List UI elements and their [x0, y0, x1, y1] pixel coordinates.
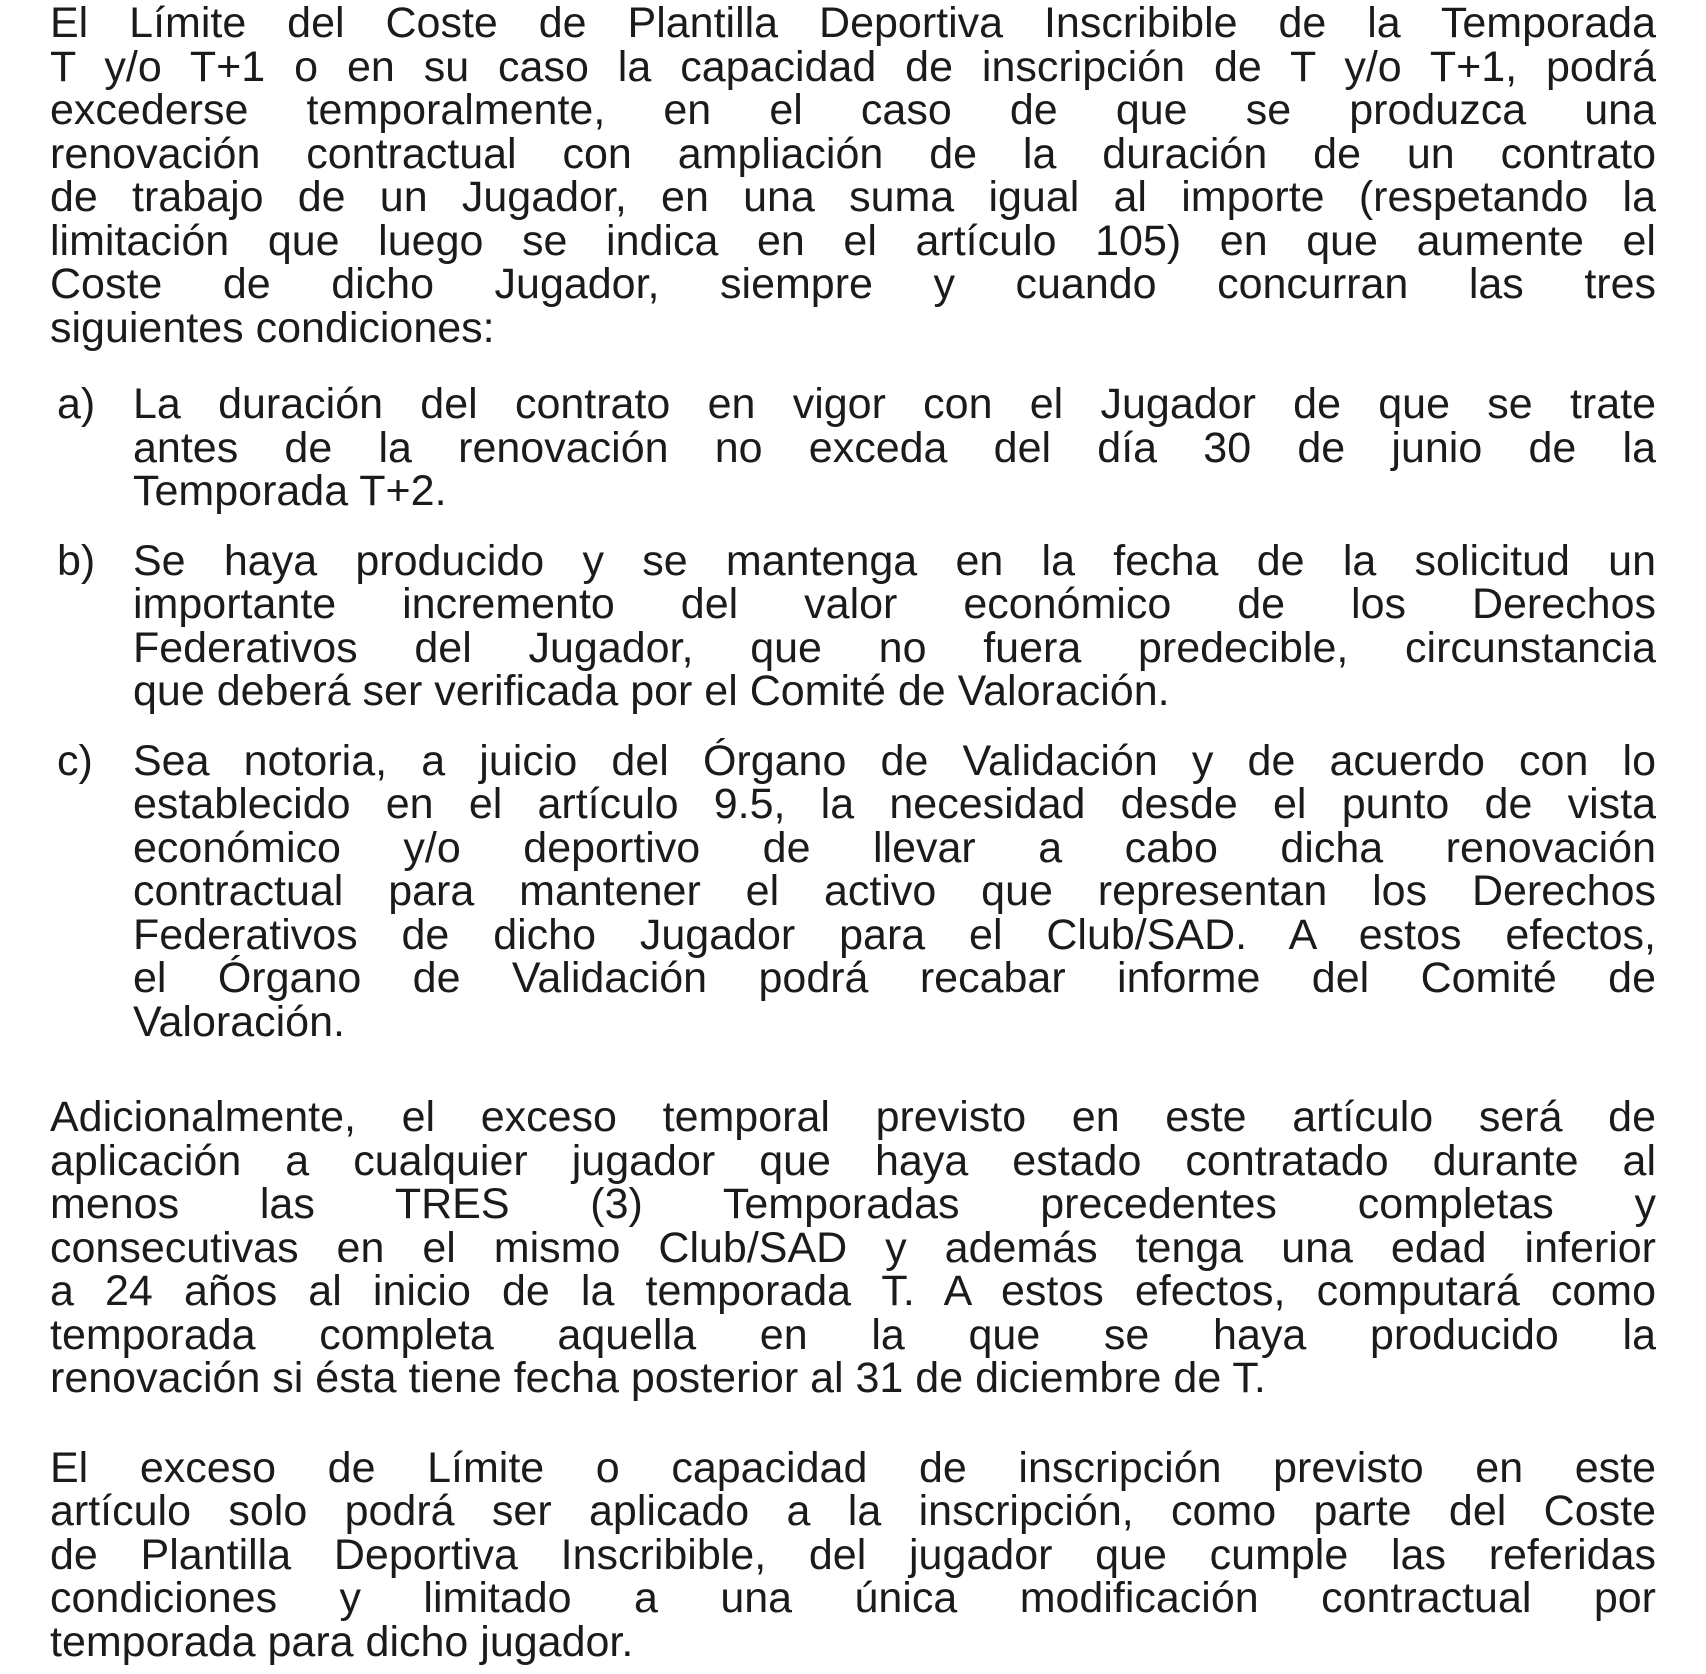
- text-line: de trabajo de un Jugador, en una suma igual al importe (respetando la: [50, 173, 1656, 221]
- text-line: aplicación a cualquier jugador que haya estado contratado durante al: [50, 1136, 1656, 1185]
- text-line: T y/o T+1 o en su caso la capacidad de inscripción de T y/o T+1, podrá: [50, 42, 1656, 91]
- list-marker: b): [57, 536, 96, 585]
- text-line: importante incremento del valor económico de los Derechos: [133, 580, 1656, 628]
- condition-item-b: [50, 536, 1656, 715]
- text-line: menos las TRES (3) Temporadas precedentes completas y: [50, 1180, 1656, 1228]
- text-line: renovación contractual con ampliación de la duración de un contrato: [50, 129, 1656, 178]
- text-line: Sea notoria, a juicio del Órgano de Validación y de acuerdo con lo: [133, 736, 1656, 785]
- text-line: renovación si ésta tiene fecha posterior al 31 de diciembre de T.: [50, 1354, 1266, 1402]
- text-line: excederse temporalmente, en el caso de que se produzca una: [50, 86, 1656, 134]
- text-line: limitación que luego se indica en el artículo 105) en que aumente el: [50, 216, 1656, 265]
- text-line: artículo solo podrá ser aplicado a la inscripción, como parte del Coste: [50, 1487, 1656, 1535]
- text-line: consecutivas en el mismo Club/SAD y además tenga una edad inferior: [50, 1223, 1656, 1272]
- text-line: el Órgano de Validación podrá recabar informe del Comité de: [133, 954, 1656, 1002]
- text-line: antes de la renovación no exceda del día 30 de junio de la: [133, 423, 1656, 472]
- text-line: contractual para mantener el activo que representan los Derechos: [133, 867, 1656, 915]
- text-line: Se haya producido y se mantenga en la fecha de la solicitud un: [133, 536, 1656, 585]
- condition-item-a: [50, 380, 1656, 515]
- text-line: Temporada T+2.: [133, 467, 447, 515]
- text-line: Adicionalmente, el exceso temporal previsto en este artículo será de: [50, 1093, 1656, 1141]
- closing-paragraph-1: [50, 1093, 1656, 1402]
- list-marker: c): [57, 736, 93, 785]
- text-line: establecido en el artículo 9.5, la necesidad desde el punto de vista: [133, 780, 1656, 828]
- text-line: de Plantilla Deportiva Inscribible, del jugador que cumple las referidas: [50, 1530, 1656, 1579]
- text-line: económico y/o deportivo de llevar a cabo dicha renovación: [133, 823, 1656, 872]
- text-line: La duración del contrato en vigor con el Jugador de que se trate: [133, 380, 1656, 428]
- text-line: Coste de dicho Jugador, siempre y cuando concurran las tres: [50, 260, 1656, 308]
- text-line: El Límite del Coste de Plantilla Deportiva Inscribible de la Temporada: [50, 0, 1656, 47]
- text-line: Valoración.: [133, 997, 345, 1046]
- intro-paragraph: [50, 2, 1656, 350]
- text-line: temporada para dicho jugador.: [50, 1617, 634, 1666]
- text-line: Federativos de dicho Jugador para el Club/SAD. A estos efectos,: [133, 910, 1656, 959]
- text-line: condiciones y limitado a una única modificación contractual por: [50, 1574, 1656, 1622]
- text-line: siguientes condiciones:: [50, 303, 495, 352]
- text-line: temporada completa aquella en la que se haya producido la: [50, 1310, 1656, 1359]
- text-line: que deberá ser verificada por el Comité de Valoración.: [133, 667, 1170, 715]
- text-line: a 24 años al inicio de la temporada T. A estos efectos, computará como: [50, 1267, 1656, 1315]
- list-marker: a): [57, 380, 96, 428]
- text-line: Federativos del Jugador, que no fuera predecible, circunstancia: [133, 623, 1656, 672]
- closing-paragraph-2: [50, 1443, 1656, 1666]
- text-line: El exceso de Límite o capacidad de inscripción previsto en este: [50, 1443, 1656, 1492]
- condition-item-c: [50, 736, 1656, 1046]
